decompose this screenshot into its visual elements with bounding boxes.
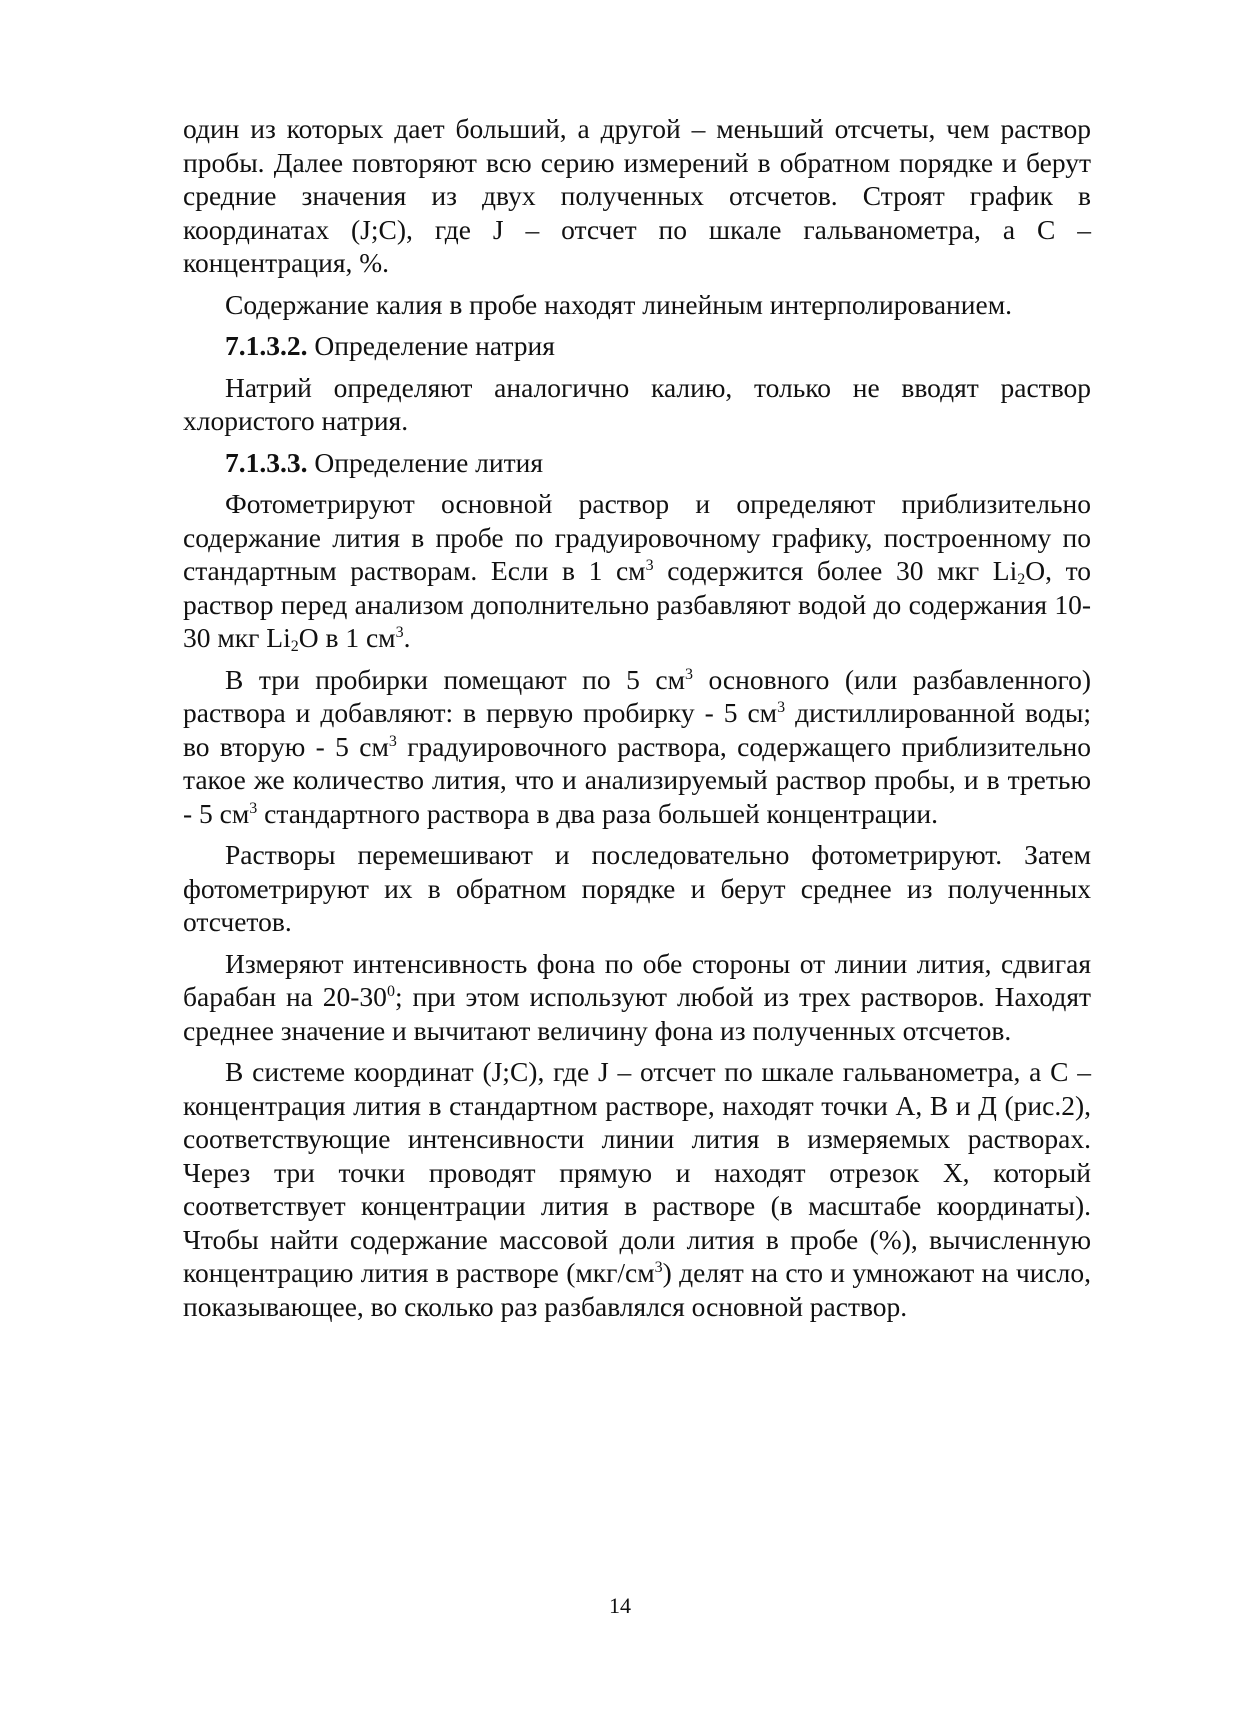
paragraph-coordinate-system: В системе координат (J;C), где J – отсчет по шкале гальванометра, а C – концентрация лития в стандартном растворе, находят точки А, В и Д (рис.2), соответствующие интенсивности линии лития в измеряемых растворах. Через три точки проводят прямую и находят отрезок Х, который соответствует концентрации лития в растворе (в масштабе координаты). Чтобы найти содержание массовой доли лития в пробе (%), вычисленную концентрацию лития в растворе $(мкг/см^3)$ делят на сто и умножают на число, показывающее, во сколько раз разбавлялся основной раствор. [183, 1056, 1092, 1322]
paragraph-sodium: Натрий определяют аналогично калию, только не вводят раствор хлористого натрия. [183, 371, 1091, 436]
paragraph-test-tubes: В три пробирки помещают по 5 $см^3$ основного (или разбавленного) раствора и добавляют: в первую пробирку - 5 $см^3$ дистиллированной воды; во вторую - 5 $см^3$ градуировочного раствора, содержащего приблизительно такое же количество лития, что и анализируемый раствор пробы, и в третью - 5 $см^3$ стандартного раствора в два раза большей концентрации. [183, 663, 1091, 829]
paragraph-lithium-photometry: Фотометрируют основной раствор и определяют приблизительно содержание лития в пробе по градуировочному графику, построенному по стандартным растворам. Если в 1 $см^3$ содержится более 30 мкг $Li_2O$, то раствор перед анализом дополнительно разбавляют водой до содержания 10-30 мкг $Li_2O$ в 1 $см^3$. [183, 488, 1092, 655]
paragraph-potassium-interpolation: Содержание калия в пробе находят линейным интерполированием. [225, 288, 1012, 320]
section-number: 7.1.3.2. [225, 330, 308, 361]
section-number: 7.1.3.3. [225, 446, 308, 478]
paragraph-background: Измеряют интенсивность фона по обе стороны от линии лития, сдвигая барабан на $20-30^0$; при этом используют любой из трех растворов. Находят среднее значение и вычитают величину фона из полученных отсчетов. [183, 947, 1091, 1046]
heading-lithium [183, 446, 1091, 480]
heading-sodium [183, 329, 1091, 363]
section-title: Определение натрия [307, 330, 555, 361]
page-number: 14 [609, 1593, 631, 1618]
document-page [183, 112, 1091, 1331]
section-title: Определение лития [307, 446, 544, 478]
paragraph-intro-continuation: один из которых дает больший, а другой – меньший отсчеты, чем раствор пробы. Далее повторяют всю серию измерений в обратном порядке и берут средние значения из двух полученных отсчетов. Строят график в координатах (J;C), где J – отсчет по шкале гальванометра, а C – концентрация, %. [183, 113, 1091, 278]
paragraph-mixing: Растворы перемешивают и последовательно фотометрируют. Затем фотометрируют их в обратном порядке и берут среднее из полученных отсчетов. [183, 839, 1091, 937]
